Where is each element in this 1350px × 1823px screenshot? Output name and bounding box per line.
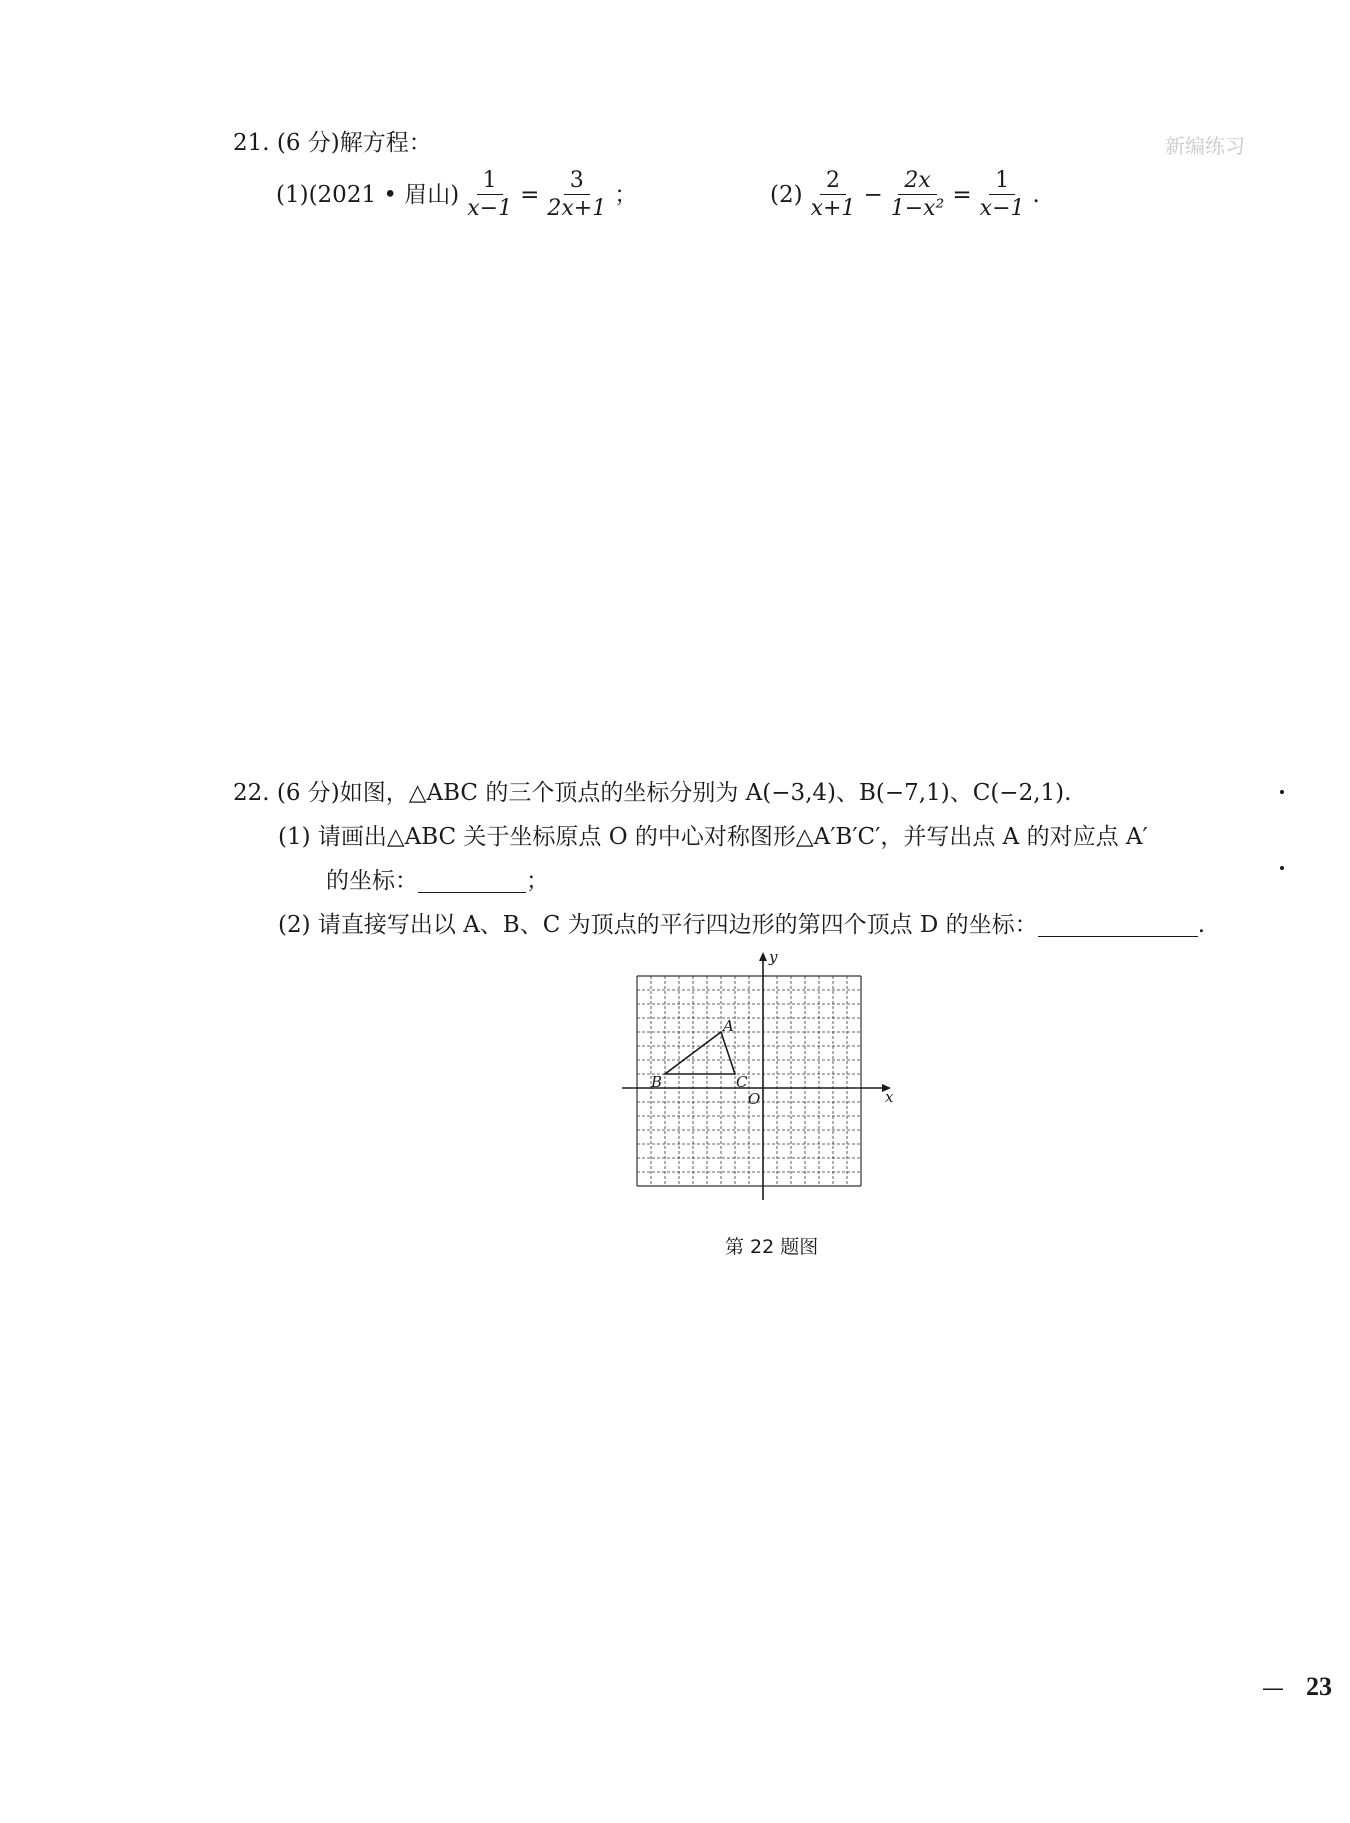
q22-part2-text: (2) 请直接写出以 A、B、C 为顶点的平行四边形的第四个顶点 D 的坐标： [278, 912, 1038, 938]
q22-header: 22. (6 分)如图，△ABC 的三个顶点的坐标分别为 A(−3,4)、B(−7,1)、C(−2,1). [233, 780, 1072, 806]
period: . [1197, 912, 1205, 938]
footer-dash: — [1262, 1676, 1284, 1701]
q22-part2 [278, 914, 1205, 937]
equals-sign: = [952, 181, 972, 208]
q21-part2 [770, 170, 1040, 220]
coordinate-grid-figure [620, 950, 940, 1220]
y-axis-arrow-icon [759, 952, 767, 961]
q21-part2-fraction-2 [885, 170, 951, 220]
semicolon: ； [614, 181, 638, 208]
q22-part1-line2-text: 的坐标： [326, 868, 418, 894]
q21-part1 [276, 170, 637, 220]
q21-part2-label: (2) [770, 181, 803, 208]
answer-blank-a-prime[interactable] [418, 870, 526, 893]
q22-part1-line1: (1) 请画出△ABC 关于坐标原点 O 的中心对称图形△A′B′C′，并写出点 A 的对应点 A′ [278, 824, 1148, 850]
semicolon: ； [526, 868, 549, 894]
fraction-denominator: 1−x² [890, 196, 945, 221]
q21-part1-fraction-2 [541, 170, 612, 220]
triangle-abc [665, 1032, 735, 1074]
fraction-denominator: x+1 [810, 196, 856, 221]
q21-part2-fraction-3 [974, 170, 1031, 220]
margin-dot [1280, 866, 1284, 870]
fraction-numerator: 2x [898, 170, 936, 195]
fraction-numerator: 1 [477, 170, 503, 195]
q22-part1-line2 [326, 870, 549, 893]
origin-label: O [748, 1090, 761, 1108]
y-axis-label: y [769, 950, 778, 966]
fraction-numerator: 1 [989, 170, 1015, 195]
q21-part1-label: (1)(2021 • 眉山) [276, 181, 460, 208]
q21-part1-fraction-1 [461, 170, 518, 220]
period: . [1032, 181, 1040, 208]
page-number: 23 [1306, 1672, 1332, 1701]
minus-sign: − [863, 181, 883, 208]
fraction-denominator: x−1 [467, 196, 513, 221]
grid-lines [637, 976, 861, 1186]
fraction-denominator: 2x+1 [547, 196, 607, 221]
q21-part2-fraction-1 [805, 170, 862, 220]
ghost-bleed-text: 新编练习 [1165, 134, 1245, 158]
equals-sign: = [520, 181, 540, 208]
fraction-denominator: x−1 [979, 196, 1025, 221]
point-a-label: A [723, 1017, 734, 1035]
point-c-label: C [736, 1073, 748, 1091]
fraction-numerator: 2 [820, 170, 846, 195]
fraction-numerator: 3 [564, 170, 590, 195]
point-b-label: B [651, 1073, 663, 1091]
q21-header: 21. (6 分)解方程： [233, 130, 432, 156]
figure-caption: 第 22 题图 [725, 1236, 819, 1258]
answer-blank-point-d[interactable] [1038, 914, 1198, 937]
margin-dot [1280, 790, 1284, 794]
x-axis-label: x [885, 1088, 894, 1106]
